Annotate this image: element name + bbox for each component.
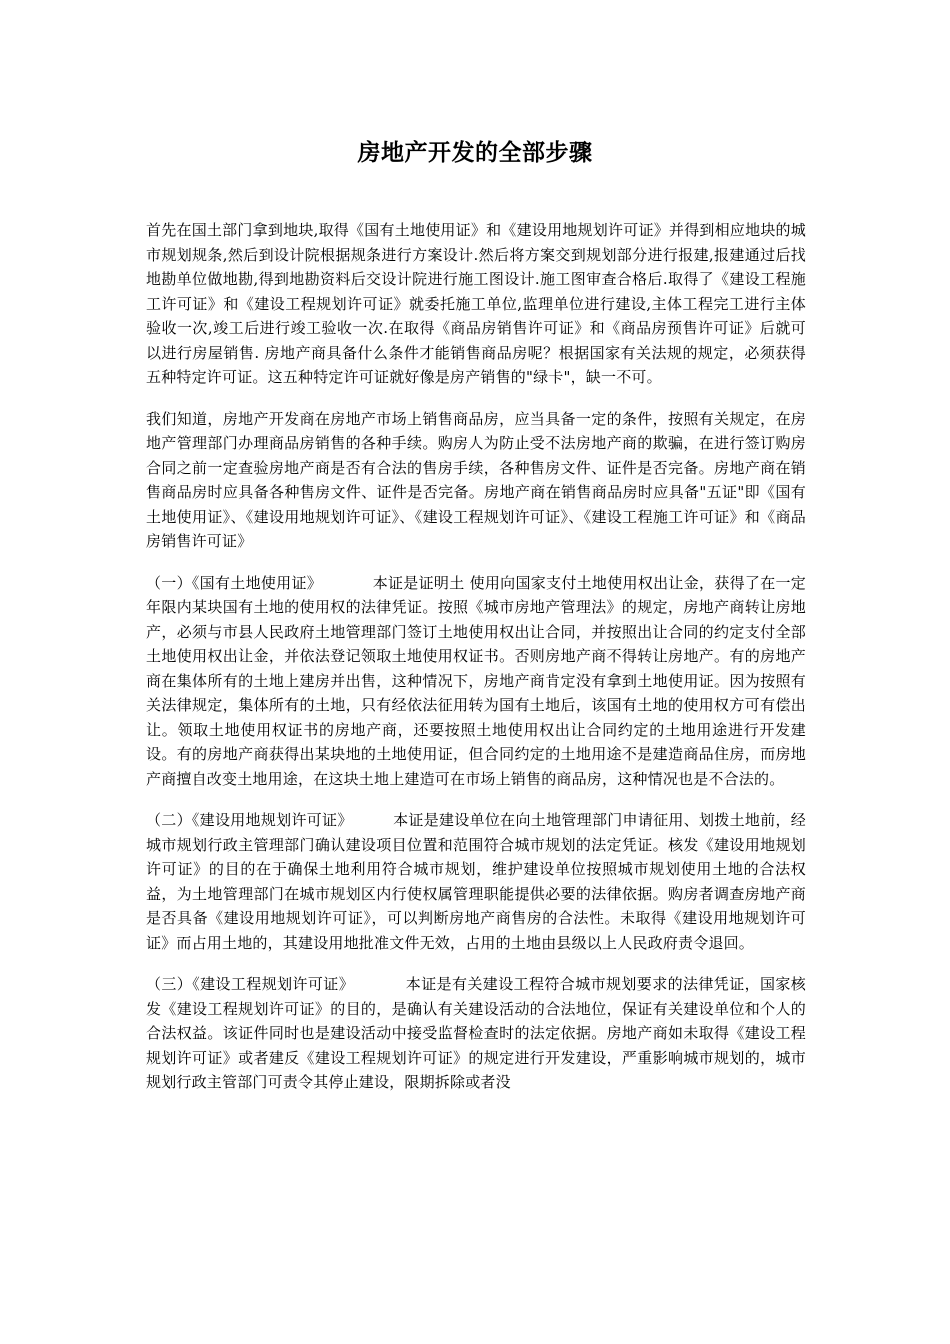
paragraph-text: 我们知道，房地产开发商在房地产市场上销售商品房，应当具备一定的条件，按照有关规定，在房地产管理部门办理商品房销售的各种手续。购房人为防止受不法房地产商的欺骗，在进行签订购房合同之前一定查验房地产商是否有合法的售房手续，各种售房文件、证件是否完备。房地产商在销售商品房时应具备各种售房文件、证件是否完备。房地产商在销售商品房时应具备"五证"即《国有土地使用证》、《建设用地规划许可证》、《建设工程规划许可证》、《建设工程施工许可证》和《商品房销售许可证》	[146, 409, 806, 550]
document-body	[146, 218, 806, 1112]
paragraph-text: 本证是证明土 使用向国家支付土地使用权出让金，获得了在一定年限内某块国有土地的使用权的法律凭证。按照《城市房地产管理法》的规定，房地产商转让房地产，必须与市县人民政府土地管理部门签订土地使用权出让合同，并按照出让合同的约定支付全部土地使用权出让金，并依法登记领取土地使用权证书。否则房地产商不得转让房地产。有的房地产商在集体所有的土地上建房并出售，这种情况下，房地产商肯定没有拿到土地使用证。因为按照有关法律规定，集体所有的土地，只有经依法征用转为国有土地后，该国有土地的使用权方可有偿出让。领取土地使用权证书的房地产商，还要按照土地使用权出让合同约定的土地用途进行开发建设。有的房地产商获得出某块地的土地使用证，但合同约定的土地用途不是建造商品住房，而房地产商擅自改变土地用途，在这块土地上建造可在市场上销售的商品房，这种情况也是不合法的。	[146, 573, 806, 788]
paragraph-text: 本证是建设单位在向土地管理部门申请征用、划拨土地前，经城市规划行政主管理部门确认建设项目位置和范围符合城市规划的法定凭证。核发《建设用地规划许可证》的目的在于确保土地利用符合城市规划，维护建设单位按照城市规划使用土地的合法权益，为土地管理部门在城市规划区内行使权属管理职能提供必要的法律依据。购房者调查房地产商是否具备《建设用地规划许可证》，可以判断房地产商售房的合法性。未取得《建设用地规划许可证》而占用土地的，其建设用地批准文件无效，占用的土地由县级以上人民政府责令退回。	[146, 811, 806, 952]
paragraph-text: 首先在国土部门拿到地块,取得《国有土地使用证》和《建设用地规划许可证》并得到相应地块的城市规划规条,然后到设计院根据规条进行方案设计.然后将方案交到规划部分进行报建,报建通过后找地勘单位做地勘,得到地勘资料后交设计院进行施工图设计.施工图审查合格后.取得了《建设工程施工许可证》和《建设工程规划许可证》就委托施工单位,监理单位进行建设,主体工程完工进行主体验收一次,竣工后进行竣工验收一次.在取得《商品房销售许可证》和《商品房预售许可证》后就可以进行房屋销售. 房地产商具备什么条件才能销售商品房呢？根据国家有关法规的规定，必须获得五种特定许可证。这五种特定许可证就好像是房产销售的"绿卡"，缺一不可。	[146, 221, 806, 386]
paragraph-section-2	[146, 808, 806, 955]
section-heading: （一）《国有土地使用证》	[146, 573, 323, 592]
document-title: 房地产开发的全部步骤	[357, 140, 593, 166]
section-heading: （二）《建设用地规划许可证》	[146, 811, 353, 829]
paragraph-intro	[146, 218, 806, 390]
paragraph-section-3	[146, 972, 806, 1095]
paragraph-text: 本证是有关建设工程符合城市规划要求的法律凭证，国家核发《建设工程规划许可证》的目的，是确认有关建设活动的合法地位，保证有关建设单位和个人的合法权益。该证件同时也是建设活动中接受监督检查时的法定依据。房地产商如未取得《建设工程规划许可证》或者建反《建设工程规划许可证》的规定进行开发建设，严重影响城市规划的，城市规划行政主管部门可责令其停止建设，限期拆除或者没	[146, 975, 806, 1091]
paragraph-five-certificates	[146, 407, 806, 554]
paragraph-section-1	[146, 571, 806, 792]
section-heading: （三）《建设工程规划许可证》	[146, 975, 355, 993]
